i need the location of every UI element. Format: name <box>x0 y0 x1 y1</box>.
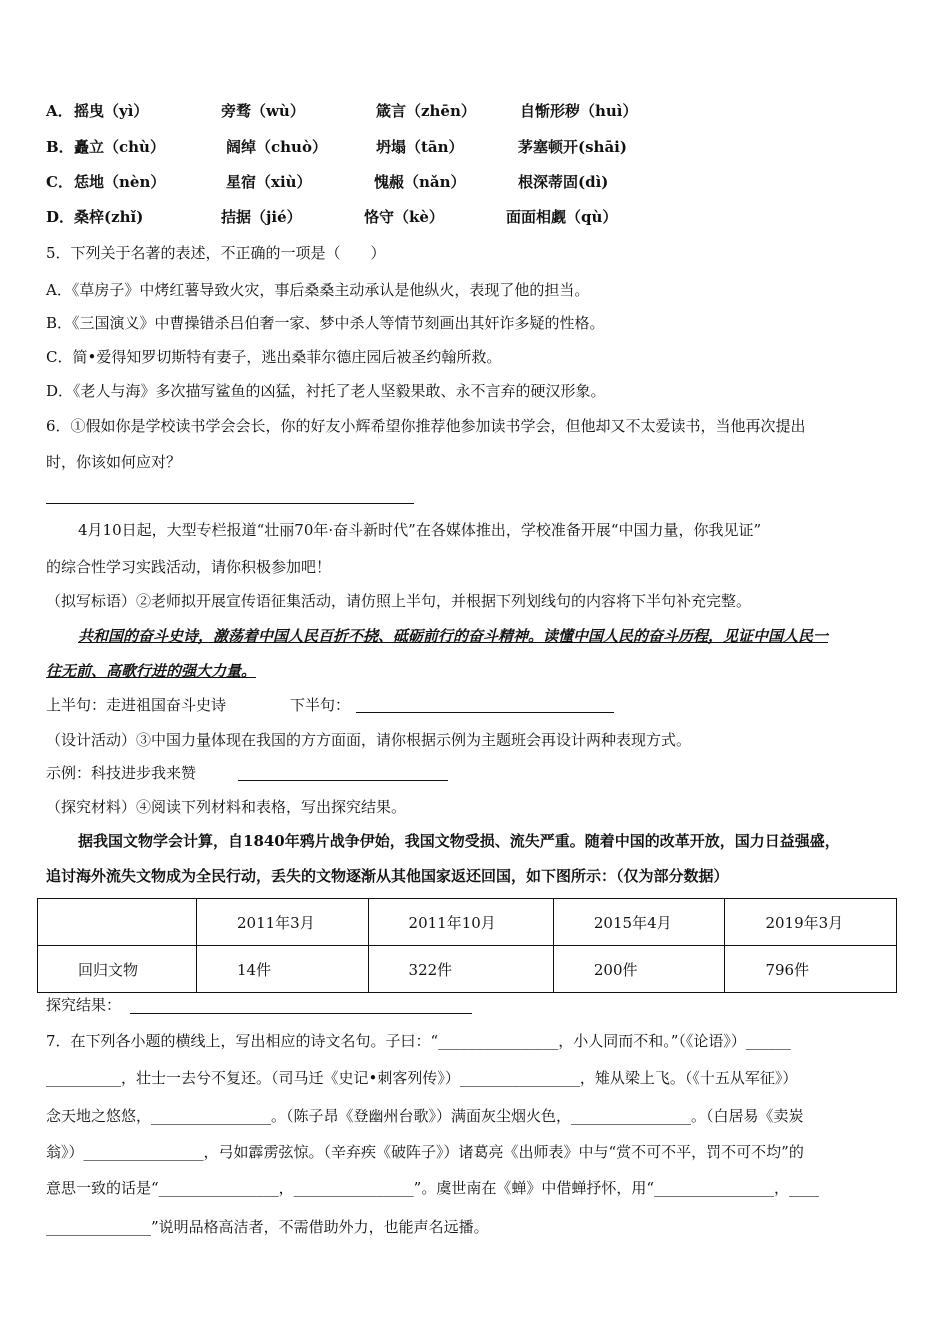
table-cell: 200件 <box>553 946 725 993</box>
option-label: A． <box>46 102 73 120</box>
option-item: 阔绰（chuò） <box>226 138 327 156</box>
answer-line[interactable] <box>238 780 448 781</box>
table-cell: 2019年3月 <box>725 899 897 946</box>
lower-half-label: 下半句： <box>290 696 351 714</box>
table-cell: 322件 <box>368 946 553 993</box>
table-cell <box>38 899 197 946</box>
q7-line: 意思一致的话是“________________，________________”。虞世南在《蝉》中借蝉抒怀，用“________________，____ <box>46 1179 820 1197</box>
q5-option-a: A．《草房子》中烤红薯导致火灾，事后桑桑主动承认是他纵火，表现了他的担当。 <box>46 281 590 299</box>
q6-part4: （探究材料）④阅读下列材料和表格，写出探究结果。 <box>46 798 407 816</box>
table-cell: 796件 <box>725 946 897 993</box>
q5-option-c: C．简•爱得知罗切斯特有妻子，逃出桑菲尔德庄园后被圣约翰所救。 <box>46 348 502 366</box>
result-label: 探究结果： <box>46 996 122 1014</box>
material-2: 追讨海外流失文物成为全民行动，丢失的文物逐渐从其他国家返还回国，如下图所示：（仅为部分数据） <box>46 867 729 885</box>
option-item: 坍塌（tān） <box>376 138 464 156</box>
upper-half-sentence: 上半句：走进祖国奋斗史诗 <box>46 696 227 714</box>
option-item: 旁骛（wù） <box>221 102 305 120</box>
q6-intro-1: 4月10日起，大型专栏报道“壮丽70年·奋斗新时代”在各媒体推出，学校准备开展“中国力量，你我见证” <box>78 521 762 539</box>
example-text: 示例：科技进步我来赞 <box>46 764 197 782</box>
q6-part2: （拟写标语）②老师拟开展宣传语征集活动，请仿照上半句，并根据下列划线句的内容将下半句补充完整。 <box>46 592 752 610</box>
q7-line: __________，壮士一去兮不复还。（司马迁《史记•刺客列传》）________________，雉从梁上飞。（《十五从军征》） <box>46 1069 798 1087</box>
option-item: 自惭形秽（huì） <box>520 102 638 120</box>
q5-stem: 5．下列关于名著的表述，不正确的一项是（ ） <box>46 244 386 262</box>
option-item: 面面相觑（qù） <box>506 208 618 226</box>
underlined-quote-2: 往无前、高歌行进的强大力量。 <box>46 662 257 680</box>
q5-option-d: D．《老人与海》多次描写鲨鱼的凶猛，衬托了老人坚毅果敢、永不言弃的硬汉形象。 <box>46 382 606 400</box>
option-item: 桑梓(zhǐ) <box>74 208 144 226</box>
material-1: 据我国文物学会计算，自1840年鸦片战争伊始，我国文物受损、流失严重。随着中国的改革开放，国力日益强盛， <box>78 832 840 850</box>
table-cell: 回归文物 <box>38 946 197 993</box>
artifacts-table <box>37 898 897 993</box>
table-row <box>38 946 897 993</box>
option-label: C． <box>46 173 73 191</box>
table-header-row <box>38 899 897 946</box>
table-cell: 2011年3月 <box>197 899 369 946</box>
table-cell: 14件 <box>197 946 369 993</box>
option-item: 恪守（kè） <box>364 208 444 226</box>
q6-line2: 时，你该如何应对？ <box>46 453 182 471</box>
option-item: 愧赧（nǎn） <box>374 173 466 191</box>
q7-line: 念天地之悠悠，________________。（陈子昂《登幽州台歌》）满面灰尘烟火色，________________。（白居易《卖炭 <box>46 1107 804 1125</box>
table-cell: 2015年4月 <box>553 899 725 946</box>
option-label: B． <box>46 138 74 156</box>
option-item: 摇曳（yì） <box>74 102 149 120</box>
answer-line[interactable] <box>130 1013 472 1014</box>
option-item: 拮据（jié） <box>221 208 302 226</box>
q6-line1: 6．①假如你是学校读书学会会长，你的好友小辉希望你推荐他参加读书学会，但他却又不太爱读书，当他再次提出 <box>46 417 806 435</box>
q6-part3: （设计活动）③中国力量体现在我国的方方面面，请你根据示例为主题班会再设计两种表现方式。 <box>46 731 692 749</box>
q7-line: 翁》）________________，弓如霹雳弦惊。（辛弃疾《破阵子》）诸葛亮《出师表》中与“赏不可不平，罚不可不均”的 <box>46 1143 804 1161</box>
answer-line[interactable] <box>356 712 614 713</box>
option-item: 茅塞顿开(shāi) <box>518 138 627 156</box>
q7-line: ______________”说明品格高洁者，不需借助外力，也能声名远播。 <box>46 1218 489 1236</box>
q7-line: 7．在下列各小题的横线上，写出相应的诗文名句。子曰：“________________，小人同而不和。”（《论语》）______ <box>46 1032 791 1050</box>
option-item: 根深蒂固(dì) <box>518 173 609 191</box>
option-item: 箴言（zhēn） <box>376 102 476 120</box>
option-item: 恁地（nèn） <box>74 173 166 191</box>
table-cell: 2011年10月 <box>368 899 553 946</box>
underlined-quote-1: 共和国的奋斗史诗，激荡着中国人民百折不挠、砥砺前行的奋斗精神。读懂中国人民的奋斗历程，见证中国人民一 <box>78 627 829 645</box>
option-item: 矗立（chù） <box>74 138 165 156</box>
option-label: D． <box>46 208 75 226</box>
answer-line[interactable] <box>46 503 414 504</box>
option-item: 星宿（xiù） <box>226 173 312 191</box>
q5-option-b: B．《三国演义》中曹操错杀吕伯奢一家、梦中杀人等情节刻画出其奸诈多疑的性格。 <box>46 314 605 332</box>
q6-intro-2: 的综合性学习实践活动，请你积极参加吧！ <box>46 558 332 576</box>
